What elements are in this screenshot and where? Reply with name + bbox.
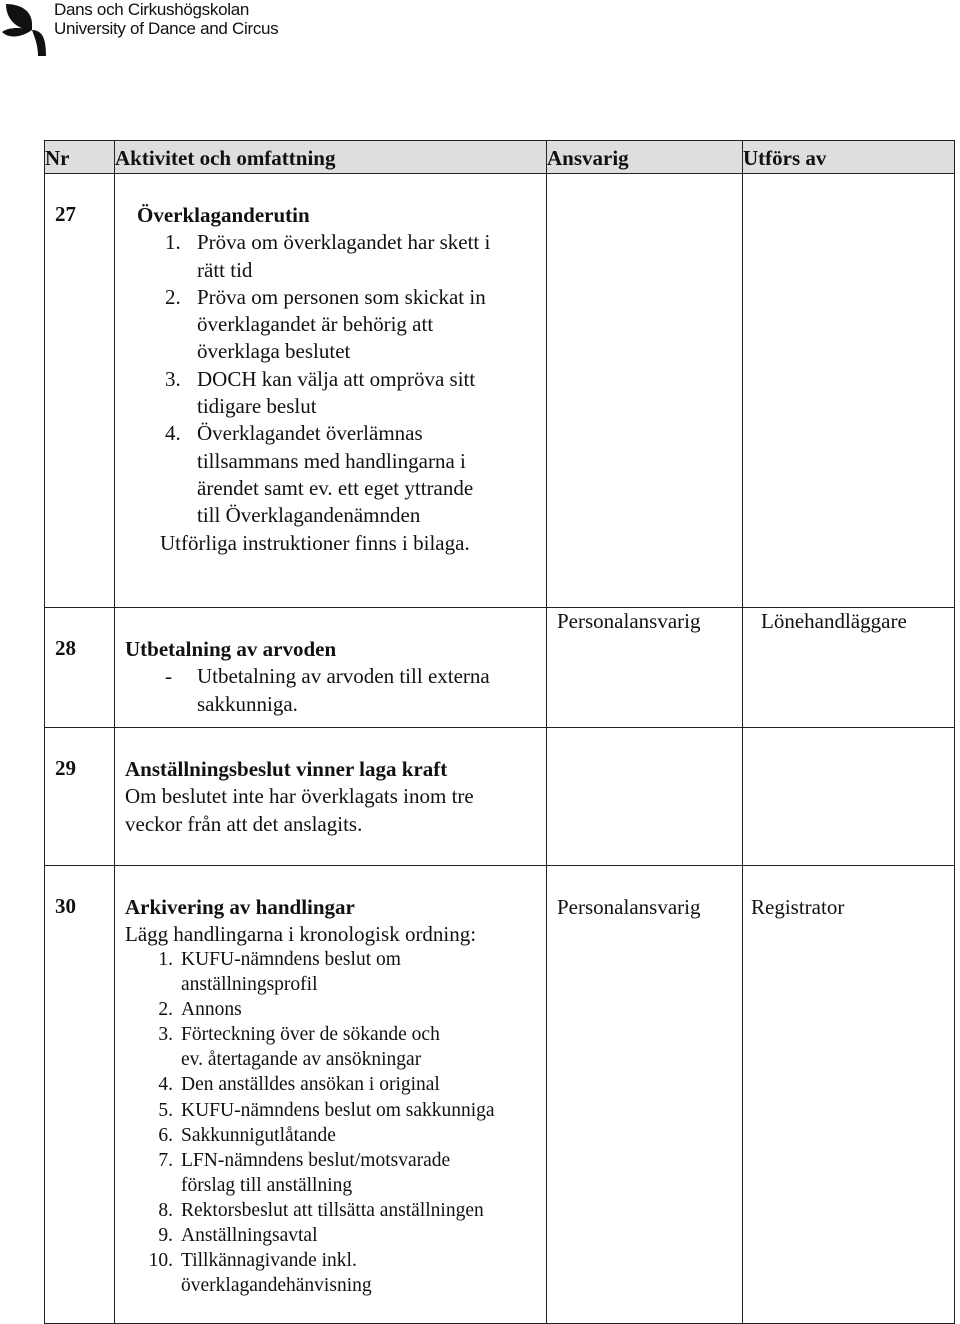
row-utfors — [743, 174, 955, 608]
list-item: 2. Annons — [158, 999, 242, 1021]
list-item: 8. Rektorsbeslut att tillsätta anställningen — [158, 1199, 484, 1221]
list-item: 4. Den anställdes ansökan i original — [158, 1074, 440, 1096]
list-item: 4. Överklagandet överlämnas tillsammans med handlingarna i ärendet samt ev. ett eget yttrande till Överklagandenämnden — [165, 421, 474, 528]
row-utfors — [743, 728, 955, 866]
activity-note: Utförliga instruktioner finns i bilaga. — [160, 530, 470, 555]
doch-logo-icon — [2, 2, 48, 58]
list-item: 1. KUFU-nämndens beslut om anställningsprofil — [158, 949, 401, 996]
activity-intro: Lägg handlingarna i kronologisk ordning: — [125, 922, 477, 946]
row-nr — [45, 866, 115, 1324]
row-ansvarig — [547, 608, 743, 728]
list-item: 6. Sakkunnigutlåtande — [158, 1124, 336, 1146]
logo-text — [54, 0, 278, 38]
list-item: 9. Anställningsavtal — [158, 1225, 318, 1247]
utfors-value: Registrator — [751, 895, 845, 919]
row-nr-value: 29 — [55, 756, 76, 780]
row-nr — [45, 174, 115, 608]
header-nr: Nr — [45, 141, 115, 174]
row-ansvarig — [547, 866, 743, 1324]
row-nr — [45, 608, 115, 728]
list-item: 7. LFN-nämndens beslut/motsvarade förslag till anställning — [158, 1149, 451, 1196]
row-activity — [115, 174, 547, 608]
row-utfors — [743, 608, 955, 728]
table-row-27 — [45, 174, 955, 608]
utfors-value: Lönehandläggare — [761, 609, 907, 633]
row-nr-value: 27 — [55, 202, 76, 226]
table-row-29 — [45, 728, 955, 866]
logo-line-swedish: Dans och Cirkushögskolan — [54, 0, 250, 19]
table-row-30 — [45, 866, 955, 1324]
row-nr-value: 28 — [55, 636, 76, 660]
row-ansvarig — [547, 174, 743, 608]
header-aktivitet: Aktivitet och omfattning — [115, 141, 547, 174]
row-nr-value: 30 — [55, 894, 76, 918]
row-utfors — [743, 866, 955, 1324]
header-ansvarig: Ansvarig — [547, 141, 743, 174]
ansvarig-value: Personalansvarig — [557, 895, 701, 919]
table-row-28 — [45, 608, 955, 728]
list-item: 3. Förteckning över de sökande och ev. återtagande av ansökningar — [158, 1024, 440, 1071]
activity-text-line: Om beslutet inte har överklagats inom tre — [125, 784, 474, 809]
header-utfors: Utförs av — [743, 141, 955, 174]
ansvarig-value: Personalansvarig — [557, 609, 701, 633]
activity-title: Överklaganderutin — [137, 203, 310, 227]
list-item: 5. KUFU-nämndens beslut om sakkunniga — [158, 1099, 495, 1121]
activity-list — [125, 947, 546, 1298]
activity-title: Arkivering av handlingar — [125, 895, 355, 919]
activity-list — [125, 663, 546, 718]
activity-title: Utbetalning av arvoden — [125, 637, 337, 661]
list-item: 2. Pröva om personen som skickat in överklagandet är behörig att överklaga beslutet — [165, 284, 486, 364]
activity-title: Anställningsbeslut vinner laga kraft — [125, 757, 448, 781]
activity-table — [44, 140, 955, 1324]
table-header-row — [45, 141, 955, 174]
list-item: - Utbetalning av arvoden till externa sakkunniga. — [165, 664, 490, 716]
row-ansvarig — [547, 728, 743, 866]
row-nr — [45, 728, 115, 866]
activity-list — [125, 229, 546, 529]
row-activity — [115, 728, 547, 866]
activity-text-line: veckor från att det anslagits. — [125, 811, 363, 836]
list-item: 10. Tillkännagivande inkl. överklagandehänvisning — [148, 1250, 372, 1297]
list-item: 1. Pröva om överklagandet har skett i rätt tid — [165, 230, 491, 282]
row-activity — [115, 608, 547, 728]
list-item: 3. DOCH kan välja att ompröva sitt tidigare beslut — [165, 366, 476, 419]
row-activity — [115, 866, 547, 1324]
logo-line-english: University of Dance and Circus — [54, 19, 279, 38]
institution-logo — [0, 0, 320, 62]
